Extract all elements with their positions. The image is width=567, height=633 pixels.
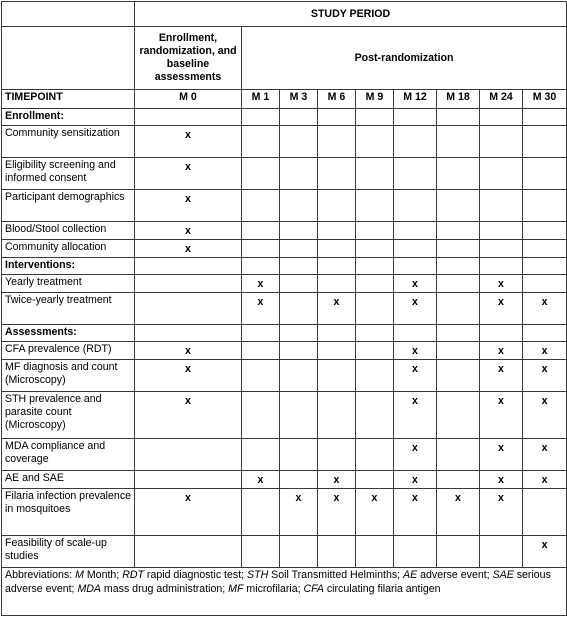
scheduled-mark: x bbox=[135, 126, 242, 158]
empty-cell bbox=[394, 158, 437, 190]
footnote-text: serious adverse event; bbox=[5, 569, 551, 595]
scheduled-mark: x bbox=[480, 439, 523, 471]
empty-cell bbox=[242, 158, 280, 190]
empty-cell bbox=[480, 536, 523, 568]
activity-label: MF diagnosis and count (Microscopy) bbox=[2, 360, 135, 392]
empty-cell bbox=[523, 489, 567, 536]
empty-cell bbox=[356, 360, 394, 392]
empty-cell bbox=[280, 360, 318, 392]
section-empty-cell bbox=[280, 109, 318, 126]
empty-cell bbox=[356, 275, 394, 293]
empty-cell bbox=[135, 471, 242, 489]
section-empty-cell bbox=[318, 258, 356, 275]
scheduled-mark: x bbox=[135, 222, 242, 240]
empty-cell bbox=[480, 222, 523, 240]
timepoint-m3: M 3 bbox=[280, 90, 318, 109]
activity-label: Filaria infection prevalence in mosquitoes bbox=[2, 489, 135, 536]
empty-cell bbox=[318, 158, 356, 190]
study-period-heading: STUDY PERIOD bbox=[135, 2, 567, 27]
empty-cell bbox=[356, 342, 394, 360]
section-empty-cell bbox=[437, 109, 480, 126]
section-empty-cell bbox=[135, 325, 242, 342]
scheduled-mark: x bbox=[356, 489, 394, 536]
scheduled-mark: x bbox=[394, 293, 437, 325]
header-blank-cell bbox=[2, 27, 135, 90]
empty-cell bbox=[318, 392, 356, 439]
empty-cell bbox=[242, 190, 280, 222]
empty-cell bbox=[523, 190, 567, 222]
empty-cell bbox=[356, 439, 394, 471]
scheduled-mark: x bbox=[135, 342, 242, 360]
empty-cell bbox=[280, 126, 318, 158]
empty-cell bbox=[280, 275, 318, 293]
section-empty-cell bbox=[480, 258, 523, 275]
empty-cell bbox=[437, 471, 480, 489]
timepoint-m1: M 1 bbox=[242, 90, 280, 109]
empty-cell bbox=[523, 275, 567, 293]
scheduled-mark: x bbox=[242, 275, 280, 293]
scheduled-mark: x bbox=[318, 471, 356, 489]
scheduled-mark: x bbox=[523, 439, 567, 471]
empty-cell bbox=[437, 342, 480, 360]
empty-cell bbox=[242, 536, 280, 568]
activity-row bbox=[2, 240, 567, 258]
activity-row bbox=[2, 489, 567, 536]
scheduled-mark: x bbox=[480, 293, 523, 325]
empty-cell bbox=[242, 342, 280, 360]
scheduled-mark: x bbox=[135, 392, 242, 439]
empty-cell bbox=[437, 240, 480, 258]
study-schedule-table bbox=[1, 1, 567, 616]
enrollment-phase-heading: Enrollment, randomization, and baseline assessments bbox=[135, 27, 242, 90]
scheduled-mark: x bbox=[318, 489, 356, 536]
empty-cell bbox=[480, 126, 523, 158]
empty-cell bbox=[356, 190, 394, 222]
abbreviation-term: STH bbox=[247, 569, 269, 581]
section-empty-cell bbox=[356, 109, 394, 126]
empty-cell bbox=[356, 240, 394, 258]
activity-row bbox=[2, 158, 567, 190]
activity-label: Blood/Stool collection bbox=[2, 222, 135, 240]
scheduled-mark: x bbox=[523, 342, 567, 360]
abbreviation-term: M bbox=[75, 569, 84, 581]
scheduled-mark: x bbox=[135, 489, 242, 536]
scheduled-mark: x bbox=[242, 471, 280, 489]
empty-cell bbox=[318, 275, 356, 293]
empty-cell bbox=[280, 190, 318, 222]
empty-cell bbox=[394, 240, 437, 258]
activity-row bbox=[2, 360, 567, 392]
scheduled-mark: x bbox=[480, 342, 523, 360]
empty-cell bbox=[356, 293, 394, 325]
footnote-text: microfilaria; bbox=[243, 582, 304, 595]
scheduled-mark: x bbox=[523, 392, 567, 439]
activity-label: Participant demographics bbox=[2, 190, 135, 222]
empty-cell bbox=[242, 222, 280, 240]
footnote-text: circulating filaria antigen bbox=[323, 582, 441, 595]
header-corner-cell bbox=[2, 2, 135, 27]
activity-row bbox=[2, 342, 567, 360]
abbreviation-term: AE bbox=[403, 569, 418, 581]
timepoint-m0: M 0 bbox=[135, 90, 242, 109]
empty-cell bbox=[318, 222, 356, 240]
schedule-body bbox=[2, 2, 567, 568]
scheduled-mark: x bbox=[394, 439, 437, 471]
activity-label: Feasibility of scale-up studies bbox=[2, 536, 135, 568]
footnote-text: Soil Transmitted Helminths; bbox=[268, 569, 404, 581]
scheduled-mark: x bbox=[480, 360, 523, 392]
empty-cell bbox=[394, 126, 437, 158]
section-title: Assessments: bbox=[2, 325, 135, 342]
empty-cell bbox=[242, 392, 280, 439]
abbreviations-footnote bbox=[2, 568, 567, 616]
timepoint-m18: M 18 bbox=[437, 90, 480, 109]
scheduled-mark: x bbox=[480, 489, 523, 536]
scheduled-mark: x bbox=[135, 240, 242, 258]
section-empty-cell bbox=[523, 258, 567, 275]
section-empty-cell bbox=[135, 258, 242, 275]
footnote-row bbox=[2, 568, 567, 616]
section-empty-cell bbox=[242, 258, 280, 275]
empty-cell bbox=[280, 471, 318, 489]
activity-label: STH prevalence and parasite count (Microscopy) bbox=[2, 392, 135, 439]
activity-row bbox=[2, 392, 567, 439]
empty-cell bbox=[318, 439, 356, 471]
timepoint-m6: M 6 bbox=[318, 90, 356, 109]
scheduled-mark: x bbox=[135, 360, 242, 392]
scheduled-mark: x bbox=[394, 471, 437, 489]
header-row-study-period bbox=[2, 2, 567, 27]
activity-row bbox=[2, 222, 567, 240]
footnote-text: Month; bbox=[83, 569, 123, 581]
empty-cell bbox=[280, 342, 318, 360]
empty-cell bbox=[356, 222, 394, 240]
section-empty-cell bbox=[318, 325, 356, 342]
section-empty-cell bbox=[523, 325, 567, 342]
empty-cell bbox=[135, 536, 242, 568]
section-empty-cell bbox=[356, 258, 394, 275]
empty-cell bbox=[280, 392, 318, 439]
activity-row bbox=[2, 471, 567, 489]
empty-cell bbox=[280, 439, 318, 471]
empty-cell bbox=[523, 222, 567, 240]
footnote-text: Abbreviations: bbox=[5, 569, 76, 581]
empty-cell bbox=[242, 489, 280, 536]
empty-cell bbox=[394, 536, 437, 568]
scheduled-mark: x bbox=[437, 489, 480, 536]
empty-cell bbox=[318, 342, 356, 360]
empty-cell bbox=[135, 293, 242, 325]
section-empty-cell bbox=[242, 109, 280, 126]
section-empty-cell bbox=[394, 258, 437, 275]
empty-cell bbox=[437, 158, 480, 190]
empty-cell bbox=[437, 392, 480, 439]
empty-cell bbox=[280, 536, 318, 568]
section-empty-cell bbox=[437, 258, 480, 275]
timepoint-m24: M 24 bbox=[480, 90, 523, 109]
empty-cell bbox=[480, 190, 523, 222]
activity-label: AE and SAE bbox=[2, 471, 135, 489]
empty-cell bbox=[318, 360, 356, 392]
section-row bbox=[2, 325, 567, 342]
empty-cell bbox=[280, 158, 318, 190]
activity-row bbox=[2, 275, 567, 293]
scheduled-mark: x bbox=[523, 536, 567, 568]
empty-cell bbox=[523, 158, 567, 190]
section-row bbox=[2, 258, 567, 275]
section-empty-cell bbox=[394, 325, 437, 342]
empty-cell bbox=[356, 126, 394, 158]
empty-cell bbox=[437, 275, 480, 293]
scheduled-mark: x bbox=[394, 392, 437, 439]
empty-cell bbox=[437, 222, 480, 240]
empty-cell bbox=[437, 536, 480, 568]
timepoint-m9: M 9 bbox=[356, 90, 394, 109]
scheduled-mark: x bbox=[480, 471, 523, 489]
empty-cell bbox=[135, 275, 242, 293]
abbreviation-term: MF bbox=[228, 582, 244, 595]
scheduled-mark: x bbox=[280, 489, 318, 536]
empty-cell bbox=[394, 222, 437, 240]
empty-cell bbox=[523, 126, 567, 158]
empty-cell bbox=[318, 240, 356, 258]
scheduled-mark: x bbox=[394, 360, 437, 392]
timepoint-row bbox=[2, 90, 567, 109]
empty-cell bbox=[356, 392, 394, 439]
scheduled-mark: x bbox=[523, 293, 567, 325]
empty-cell bbox=[280, 222, 318, 240]
abbreviation-term: RDT bbox=[122, 569, 144, 581]
empty-cell bbox=[356, 158, 394, 190]
activity-label: Twice-yearly treatment bbox=[2, 293, 135, 325]
section-title: Interventions: bbox=[2, 258, 135, 275]
empty-cell bbox=[394, 190, 437, 222]
section-row bbox=[2, 109, 567, 126]
scheduled-mark: x bbox=[480, 392, 523, 439]
empty-cell bbox=[135, 439, 242, 471]
empty-cell bbox=[242, 240, 280, 258]
footnote-text: adverse event; bbox=[417, 569, 493, 581]
empty-cell bbox=[318, 126, 356, 158]
footnote-text: rapid diagnostic test; bbox=[143, 569, 248, 581]
activity-label: Eligibility screening and informed consent bbox=[2, 158, 135, 190]
empty-cell bbox=[437, 439, 480, 471]
empty-cell bbox=[318, 190, 356, 222]
scheduled-mark: x bbox=[523, 471, 567, 489]
scheduled-mark: x bbox=[135, 190, 242, 222]
scheduled-mark: x bbox=[523, 360, 567, 392]
activity-label: Community allocation bbox=[2, 240, 135, 258]
section-empty-cell bbox=[480, 325, 523, 342]
section-empty-cell bbox=[394, 109, 437, 126]
activity-row bbox=[2, 190, 567, 222]
empty-cell bbox=[318, 536, 356, 568]
scheduled-mark: x bbox=[394, 275, 437, 293]
scheduled-mark: x bbox=[242, 293, 280, 325]
activity-label: MDA compliance and coverage bbox=[2, 439, 135, 471]
empty-cell bbox=[242, 126, 280, 158]
post-randomization-heading: Post-randomization bbox=[242, 27, 567, 90]
activity-row bbox=[2, 293, 567, 325]
empty-cell bbox=[480, 240, 523, 258]
scheduled-mark: x bbox=[480, 275, 523, 293]
section-empty-cell bbox=[480, 109, 523, 126]
empty-cell bbox=[280, 293, 318, 325]
timepoint-m12: M 12 bbox=[394, 90, 437, 109]
section-empty-cell bbox=[437, 325, 480, 342]
timepoint-m30: M 30 bbox=[523, 90, 567, 109]
section-empty-cell bbox=[280, 258, 318, 275]
scheduled-mark: x bbox=[318, 293, 356, 325]
empty-cell bbox=[242, 439, 280, 471]
empty-cell bbox=[356, 471, 394, 489]
empty-cell bbox=[437, 190, 480, 222]
abbreviation-term: CFA bbox=[303, 582, 324, 595]
empty-cell bbox=[356, 536, 394, 568]
section-title: Enrollment: bbox=[2, 109, 135, 126]
footnote-text: mass drug administration; bbox=[100, 582, 229, 595]
section-empty-cell bbox=[280, 325, 318, 342]
activity-row bbox=[2, 126, 567, 158]
empty-cell bbox=[280, 240, 318, 258]
abbreviation-term: MDA bbox=[77, 582, 101, 595]
section-empty-cell bbox=[523, 109, 567, 126]
empty-cell bbox=[437, 126, 480, 158]
header-row-phases bbox=[2, 27, 567, 90]
empty-cell bbox=[480, 158, 523, 190]
abbreviation-term: SAE bbox=[492, 569, 514, 581]
scheduled-mark: x bbox=[394, 342, 437, 360]
activity-row bbox=[2, 439, 567, 471]
section-empty-cell bbox=[242, 325, 280, 342]
activity-label: Yearly treatment bbox=[2, 275, 135, 293]
scheduled-mark: x bbox=[135, 158, 242, 190]
section-empty-cell bbox=[318, 109, 356, 126]
activity-label: CFA prevalence (RDT) bbox=[2, 342, 135, 360]
activity-label: Community sensitization bbox=[2, 126, 135, 158]
empty-cell bbox=[242, 360, 280, 392]
section-empty-cell bbox=[135, 109, 242, 126]
activity-row bbox=[2, 536, 567, 568]
section-empty-cell bbox=[356, 325, 394, 342]
empty-cell bbox=[437, 293, 480, 325]
empty-cell bbox=[523, 240, 567, 258]
scheduled-mark: x bbox=[394, 489, 437, 536]
empty-cell bbox=[437, 360, 480, 392]
timepoint-label: TIMEPOINT bbox=[2, 90, 135, 109]
